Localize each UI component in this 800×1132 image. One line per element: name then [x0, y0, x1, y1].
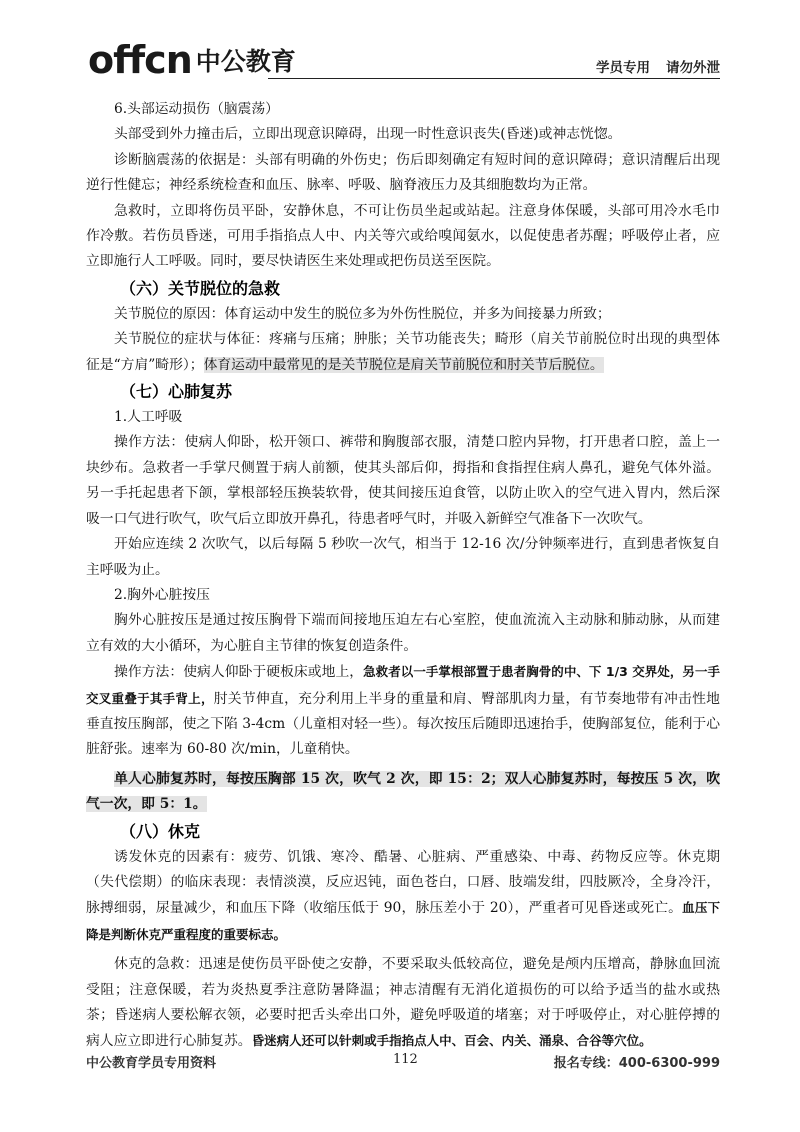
footer-material-label: 中公教育学员专用资料 — [86, 1056, 217, 1071]
page-header — [0, 0, 800, 90]
text-run: 休克的急救：迅速是使伤员平卧使之安静，不要采取头低较高位，避免是颅内压增高，静脉血回流受阻；注意保暖，若为炎热夏季注意防暑降温；神志清醒有无消化道损伤的可以给予适当的盐水或热茶；昏迷病人要松解衣领，必要时把舌头牵出口外，避免呼吸道的堵塞；对于呼吸停止，对心脏停搏的病人应立即进行心肺复苏。 — [86, 956, 720, 1050]
paragraph: 诊断脑震荡的依据是：头部有明确的外伤史；伤后即刻确定有短时间的意识障碍；意识清醒后出现逆行性健忘；神经系统检查和血压、脉率、呼吸、脑脊液压力及其细胞数均为正常。 — [86, 151, 720, 194]
page-number: 112 — [393, 1052, 418, 1067]
text-run: 诱发休克的因素有：疲劳、饥饿、寒冷、酷暑、心脏病、严重感染、中毒、药物反应等。休克期（失代偿期）的临床表现：表情淡漠，反应迟钝，面色苍白，口唇、肢端发绀，四肢厥冷，全身冷汗，脉搏细弱，尿量减少，和血压下降（收缩压低于 90，脉压差小于 20），严重者可见昏迷或死亡。 — [86, 848, 720, 917]
subsection-chest-compression: 2.胸外心脏按压 — [114, 586, 210, 603]
text-run: 肘关节伸直，充分利用上半身的重量和肩、臀部肌肉力量，有节奏地带有冲击性地垂直按压胸部，使之下陷 3-4cm（儿童相对轻一些）。每次按压后随即迅速抬手，使胸部复位，能利于心脏舒张。速率为 60-80 次/min，儿童稍快。 — [86, 690, 720, 758]
paragraph: 关节脱位的原因：体育运动中发生的脱位多为外伤性脱位，并多为间接暴力所致； — [114, 305, 611, 322]
paragraph — [86, 327, 720, 378]
footer-hotline: 报名专线：400-6300-999 — [553, 1056, 720, 1071]
paragraph: 胸外心脏按压是通过按压胸骨下端而间接地压迫左右心室腔，使血流流入主动脉和肺动脉，从而建立有效的大小循环，为心脏自主节律的恢复创造条件。 — [86, 612, 720, 654]
page-body — [86, 97, 720, 1055]
section-head-injury-title: 6.头部运动损伤（脑震荡） — [114, 101, 279, 117]
page-footer — [86, 1052, 720, 1076]
paragraph: 头部受到外力撞击后，立即出现意识障碍，出现一时性意识丧失(昏迷)或神志恍惚。 — [114, 126, 622, 143]
paragraph: 操作方法：使病人仰卧，松开领口、裤带和胸腹部衣服，清楚口腔内异物，打开患者口腔，盖上一块纱布。急救者一手掌尺侧置于病人前额，使其头部后仰，拇指和食指捏住病人鼻孔，避免气体外溢。另一手托起患者下颌，掌根部轻压换装软骨，使其间接压迫食管，以防止吹入的空气进入胃内，然后深吸一口气进行吹气，吹气后立即放开鼻孔，待患者呼气时，并吸入新鲜空气准备下一次吹气。 — [86, 434, 720, 527]
paragraph — [86, 952, 720, 1055]
heading-cpr: （七）心肺复苏 — [120, 382, 233, 402]
paragraph: 急救时，立即将伤员平卧，安静休息，不可让伤员坐起或站起。注意身体保暖，头部可用冷水毛巾作冷敷。若伤员昏迷，可用手指掐点人中、内关等穴或给嗅闻氨水，以促使患者苏醒；呼吸停止者，应立即施行人工呼吸。同时，要尽快请医生来处理或把伤员送至医院。 — [86, 202, 720, 270]
text-run: 操作方法：使病人仰卧于硬板床或地上， — [114, 664, 364, 681]
highlighted-text: 体育运动中最常见的是关节脱位是肩关节前脱位和肘关节后脱位。 — [203, 356, 604, 373]
paragraph — [86, 659, 720, 763]
header-divider — [268, 78, 720, 79]
header-tag-do-not-leak: 请勿外泄 — [666, 60, 720, 76]
paragraph — [86, 845, 720, 949]
paragraph: 开始应连续 2 次吹气，以后每隔 5 秒吹一次气，相当于 12-16 次/分钟频率进行，直到患者恢复自主呼吸为止。 — [86, 536, 720, 578]
bold-text: 血压下降是判断休克严重程度的重要标志。 — [86, 900, 720, 942]
heading-shock: （八）休克 — [120, 821, 201, 841]
logo-chinese-text: 中公教育 — [195, 47, 296, 76]
offcn-logo — [88, 40, 296, 80]
heading-joint-dislocation: （六）关节脱位的急救 — [120, 278, 281, 298]
text-run: 关节脱位的症状与体征：疼痛与压痛；肿胀；关节功能丧失；畸形（肩关节前脱位时出现的典型体征是“方肩”畸形）； — [86, 331, 720, 373]
bold-text: 昏迷病人还可以针刺或手指掐点人中、百会、内关、涌泉、合谷等穴位。 — [251, 1033, 652, 1049]
highlighted-paragraph — [86, 767, 720, 818]
bold-text: 急救者以一手掌根部置于患者胸骨的中、下 1/3 交界处，另一手交叉重叠于其手背上， — [86, 664, 720, 706]
bold-highlighted-text: 单人心肺复苏时，每按压胸部 15 次，吹气 2 次，即 15：2；双人心肺复苏时，每按压 5 次，吹气一次，即 5：1。 — [86, 770, 720, 813]
subsection-artificial-respiration: 1.人工呼吸 — [114, 409, 183, 426]
header-tags — [596, 56, 720, 76]
header-tag-students-only: 学员专用 — [596, 60, 650, 76]
logo-latin-text: offcn — [88, 38, 192, 82]
